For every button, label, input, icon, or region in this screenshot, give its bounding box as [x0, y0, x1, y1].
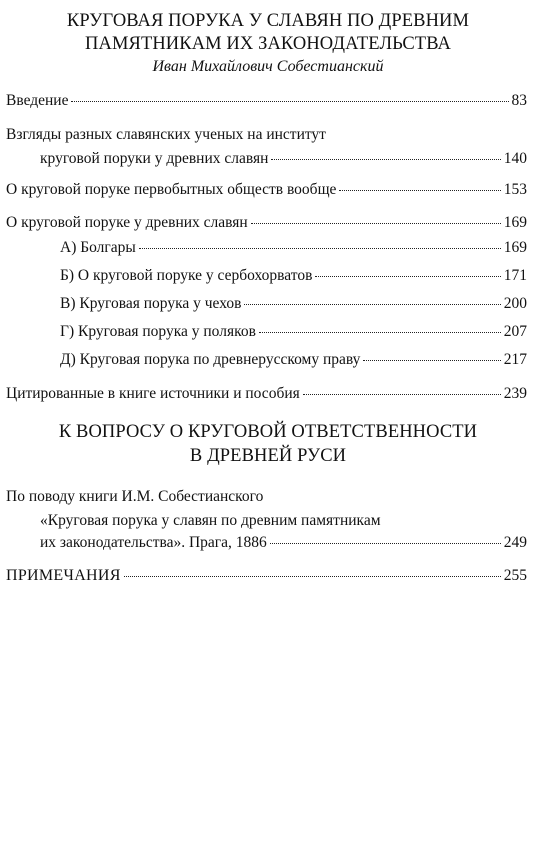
toc-entry-label: ПРИМЕЧАНИЯ — [6, 567, 121, 584]
toc-entry-notes[interactable] — [6, 566, 527, 586]
toc-subentry[interactable] — [60, 350, 527, 370]
dot-leader — [270, 543, 501, 544]
toc-entry-label: Б) О круговой поруке у сербохорватов — [60, 267, 313, 284]
dot-leader — [259, 332, 501, 333]
toc-entry-page: 200 — [503, 295, 527, 312]
toc-entry-page: 171 — [503, 267, 527, 284]
toc-entry-label-line-1[interactable]: Взгляды разных славянских ученых на институт — [6, 126, 326, 143]
toc-entry[interactable] — [6, 91, 527, 111]
dot-leader — [271, 159, 500, 160]
dot-leader — [244, 304, 500, 305]
dot-leader — [251, 223, 501, 224]
toc-entry[interactable] — [6, 384, 527, 404]
dot-leader — [303, 394, 501, 395]
toc-subentry[interactable] — [60, 294, 527, 314]
toc-subentry[interactable] — [60, 266, 527, 286]
toc-entry[interactable] — [6, 180, 527, 200]
toc-entry[interactable] — [40, 533, 527, 553]
toc-entry-page: 169 — [503, 214, 527, 231]
toc-entry-label: О круговой поруке первобытных обществ вообще — [6, 181, 337, 198]
toc-entry-label: Г) Круговая порука у поляков — [60, 323, 256, 340]
section-title-line-1: К ВОПРОСУ О КРУГОВОЙ ОТВЕТСТВЕННОСТИ — [58, 422, 478, 442]
toc-entry-label: А) Болгары — [60, 239, 136, 256]
toc-entry-label: Введение — [6, 92, 69, 109]
toc-entry-page: 217 — [503, 351, 527, 368]
toc-entry-label-line-1[interactable]: По поводу книги И.М. Собестианского — [6, 488, 264, 505]
toc-subentry[interactable] — [60, 238, 527, 258]
toc-subentry[interactable] — [60, 322, 527, 342]
section-title-line-2: В ДРЕВНЕЙ РУСИ — [189, 446, 347, 466]
dot-leader — [124, 576, 501, 577]
toc-entry-label: их законодательства». Прага, 1886 — [40, 534, 267, 551]
toc-entry-label-line-2[interactable]: «Круговая порука у славян по древним памятникам — [40, 512, 381, 529]
toc-entry-page: 207 — [503, 323, 527, 340]
section-title-line-2: ПАМЯТНИКАМ ИХ ЗАКОНОДАТЕЛЬСТВА — [85, 34, 451, 54]
toc-entry-page: 249 — [503, 534, 527, 551]
toc-entry-page: 255 — [503, 567, 527, 584]
toc-entry-label: В) Круговая порука у чехов — [60, 295, 242, 312]
dot-leader — [139, 248, 501, 249]
dot-leader — [71, 101, 508, 102]
toc-entry-label: О круговой поруке у древних славян — [6, 214, 248, 231]
dot-leader — [339, 190, 500, 191]
toc-entry-page: 169 — [503, 239, 527, 256]
author-name: Иван Михайлович Собестианский — [152, 58, 384, 75]
toc-entry[interactable] — [40, 149, 527, 169]
dot-leader — [363, 360, 500, 361]
toc-entry-page: 83 — [511, 92, 527, 109]
toc-entry[interactable] — [6, 213, 527, 233]
toc-entry-page: 153 — [503, 181, 527, 198]
toc-entry-page: 140 — [503, 150, 527, 167]
section-title-line-1: КРУГОВАЯ ПОРУКА У СЛАВЯН ПО ДРЕВНИМ — [66, 11, 470, 31]
dot-leader — [315, 276, 500, 277]
toc-entry-label: круговой поруки у древних славян — [40, 150, 269, 167]
toc-entry-label: Цитированные в книге источники и пособия — [6, 385, 300, 402]
toc-entry-label: Д) Круговая порука по древнерусскому праву — [60, 351, 361, 368]
toc-entry-page: 239 — [503, 385, 527, 402]
